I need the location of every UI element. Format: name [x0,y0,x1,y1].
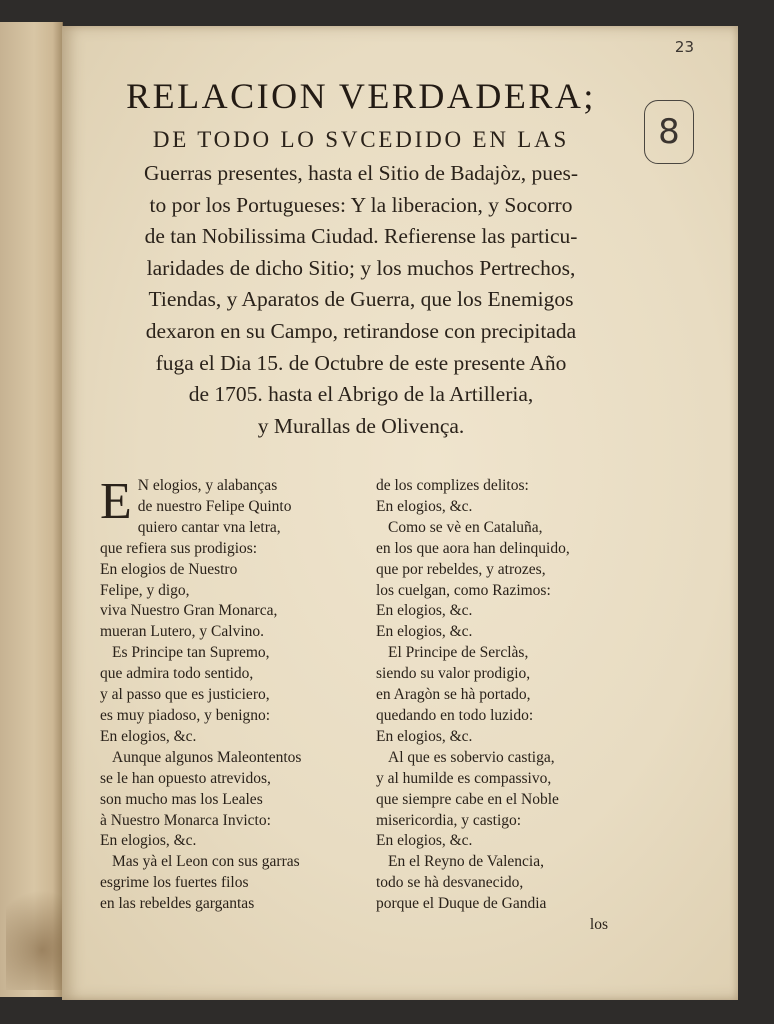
poem-line: quiero cantar vna letra, [137,518,281,536]
poem-line: en las rebeldes gargantas [100,895,255,913]
catchword: los [589,916,608,934]
poem-line: Aunque algunos Maleontentos [112,748,302,766]
subtitle-line: y Murallas de Olivença. [257,413,465,438]
poem-line: y al passo que es justiciero, [100,686,270,704]
poem-line: todo se hà desvanecido, [376,874,524,892]
poem-line: viva Nuestro Gran Monarca, [100,602,278,620]
poem-line: en Aragòn se hà portado, [376,686,531,704]
poem-line: y al humilde es compassivo, [376,769,552,787]
poem-line: que admira todo sentido, [100,665,254,683]
poem-line: de nuestro Felipe Quinto [137,497,292,515]
poem-line: Mas yà el Leon con sus garras [112,853,300,871]
poem-line: de los complizes delitos: [376,477,529,494]
poem-line: en los que aora han delinquido, [376,539,570,557]
subtitle-line: de 1705. hasta el Abrigo de la Artilleria, [188,382,534,407]
folio-number: 23 [674,38,694,56]
poem-refrain: En elogios, &c. [376,727,473,745]
poem-line: misericordia, y castigo: [376,811,522,829]
poem-line: que refiera sus prodigios: [100,539,258,557]
subtitle-line: Guerras presentes, hasta el Sitio de Badajòz, pues- [143,161,579,185]
drop-cap: E [100,473,132,530]
poem-line: es muy piadoso, y benigno: [100,706,271,724]
poem-line: porque el Duque de Gandia [376,895,547,913]
poem-refrain: En elogios, &c. [376,497,473,515]
poem-left-column [100,473,350,915]
poem-refrain: En elogios, &c. [376,602,473,620]
facing-page-edge [0,22,63,997]
poem-refrain: En elogios, &c. [376,832,473,850]
poem-line: Es Principe tan Supremo, [112,644,270,662]
poem-line: que por rebeldes, y atrozes, [376,560,546,578]
poem-line: son mucho mas los Leales [100,790,263,808]
poem-line: à Nuestro Monarca Invicto: [100,811,271,829]
poem-right-column [376,476,636,936]
subtitle-line: to por los Portugueses: Y la liberacion, y Socorro [149,192,573,217]
document-page [62,26,738,1000]
poem-line: los cuelgan, como Razimos: [376,581,551,599]
poem-line: mueran Lutero, y Calvino. [100,623,264,641]
subtitle-line: dexaron en su Campo, retirandose con precipitada [145,318,577,343]
poem-line: que siempre cabe en el Noble [376,790,559,808]
poem-refrain: En elogios, &c. [100,727,197,745]
poem-line: esgrime los fuertes filos [100,874,249,892]
poem-line: Al que es sobervio castiga, [388,748,555,766]
poem-line: En elogios de Nuestro [100,560,238,578]
poem-line: En el Reyno de Valencia, [388,853,544,871]
title-block [76,70,646,442]
subtitle-caps: DE TODO LO SVCEDIDO EN LAS [152,127,570,152]
poem-line: N elogios, y alabanças [137,477,278,494]
subtitle-line: fuga el Dia 15. de Octubre de este presente Año [155,350,567,375]
poem-line: quedando en todo luzido: [376,706,534,724]
shelfmark-annotation: 8 [644,100,694,164]
poem-line: siendo su valor prodigio, [376,665,531,683]
poem-opening [100,473,350,539]
subtitle-lines [76,158,646,442]
poem-refrain: En elogios, &c. [376,623,473,641]
main-title: RELACION VERDADERA; [126,76,596,116]
poem-line: Como se vè en Cataluña, [388,518,543,536]
subtitle-line: laridades de dicho Sitio; y los muchos Pertrechos, [146,255,576,280]
poem-refrain: En elogios, &c. [100,832,197,850]
poem-line: Felipe, y digo, [100,581,190,599]
subtitle-line: de tan Nobilissima Ciudad. Refierense las particu- [144,224,578,249]
subtitle-line: Tiendas, y Aparatos de Guerra, que los Enemigos [148,287,574,312]
poem-line: se le han opuesto atrevidos, [100,769,271,787]
poem-line: El Principe de Serclàs, [388,644,529,662]
